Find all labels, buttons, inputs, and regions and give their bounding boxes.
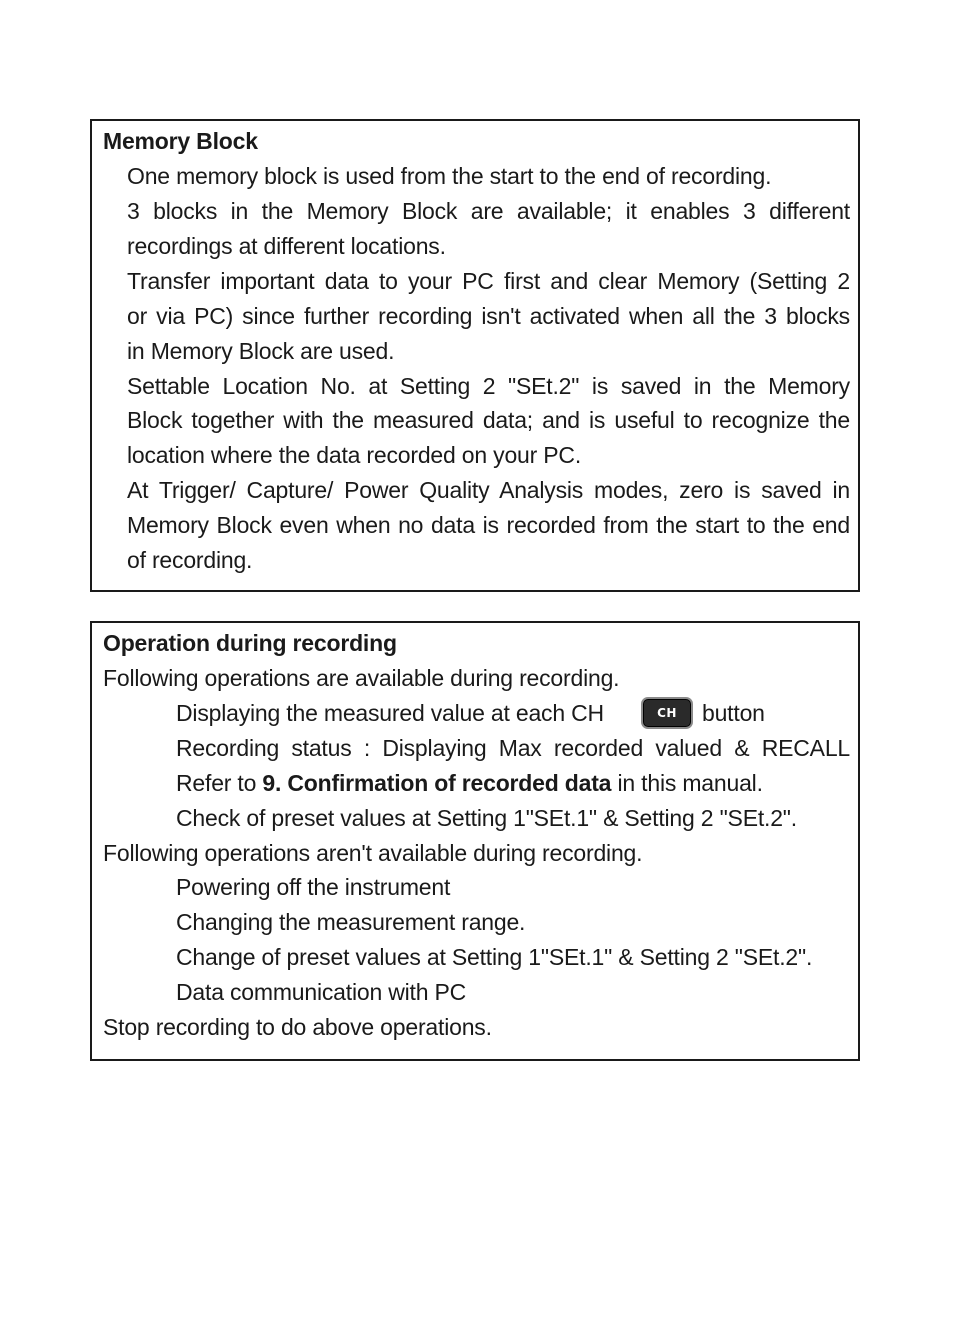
unavailable-item-3: Change of preset values at Setting 1"SEt.1" & Setting 2 "SEt.2". (176, 944, 813, 970)
memory-block-line-5: or via PC) since further recording isn't activated when all the 3 blocks (127, 303, 850, 329)
refer-section-title: 9. Confirmation of recorded data (262, 770, 612, 796)
unavailable-intro: Following operations aren't available during recording. (103, 840, 643, 866)
button-word: button (702, 700, 765, 726)
memory-block-line-12: of recording. (127, 547, 253, 573)
ch-button-icon: CH (641, 697, 693, 729)
unavailable-item-1: Powering off the instrument (176, 874, 451, 900)
unavailable-item-2: Changing the measurement range. (176, 909, 526, 935)
available-item-1: Displaying the measured value at each CH (176, 700, 604, 726)
refer-line (176, 766, 763, 801)
refer-suffix: in this manual. (611, 770, 763, 796)
memory-block-line-9: location where the data recorded on your PC. (127, 442, 582, 468)
stop-note: Stop recording to do above operations. (103, 1014, 492, 1040)
memory-block-line-1: One memory block is used from the start to the end of recording. (127, 163, 772, 189)
unavailable-item-4: Data communication with PC (176, 979, 467, 1005)
memory-block-line-2: 3 blocks in the Memory Block are available; it enables 3 different (127, 198, 850, 224)
memory-block-line-3: recordings at different locations. (127, 233, 446, 259)
available-intro: Following operations are available during recording. (103, 665, 620, 691)
memory-block-line-4: Transfer important data to your PC first and clear Memory (Setting 2 (127, 268, 850, 294)
memory-block-line-7: Settable Location No. at Setting 2 "SEt.2" is saved in the Memory (127, 373, 850, 399)
memory-block-line-10: At Trigger/ Capture/ Power Quality Analysis modes, zero is saved in (127, 477, 850, 503)
available-item-2: Recording status : Displaying Max recorded valued & RECALL (176, 735, 850, 761)
available-item-3: Check of preset values at Setting 1"SEt.1" & Setting 2 "SEt.2". (176, 805, 797, 831)
refer-prefix: Refer to (176, 770, 263, 796)
memory-block-line-8: Block together with the measured data; and is useful to recognize the (127, 407, 850, 433)
memory-block-title: Memory Block (103, 128, 258, 154)
memory-block-line-11: Memory Block even when no data is recorded from the start to the end (127, 512, 850, 538)
memory-block-line-6: in Memory Block are used. (127, 338, 395, 364)
operation-title: Operation during recording (103, 630, 397, 656)
